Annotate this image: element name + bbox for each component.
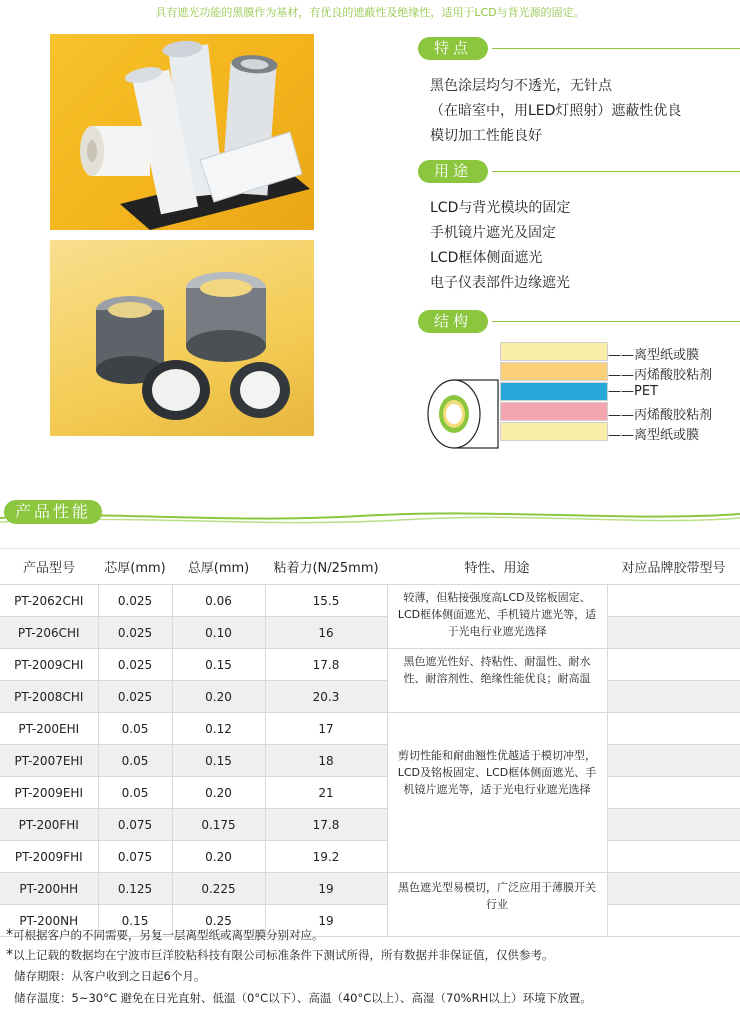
table-row [0,681,740,713]
cell-model: PT-2009FHI [0,841,98,873]
table-row [0,649,740,681]
cell-adhesion: 19 [265,905,387,937]
header-adhesion: 粘着力(N/25mm) [265,549,387,585]
cell-adhesion: 20.3 [265,681,387,713]
table-row [0,809,740,841]
cell-model: PT-2008CHI [0,681,98,713]
cell-core-thickness: 0.05 [98,713,172,745]
cell-brand-equivalent [607,649,740,681]
cell-adhesion: 19 [265,873,387,905]
star-icon: * [6,927,13,943]
cell-features: 较薄，但粘接强度高LCD及铭板固定、LCD框体侧面遮光、手机镜片遮光等，适于光电行业遮光选择 [387,585,607,649]
table-row [0,585,740,617]
product-photo-rolls [50,34,314,230]
cell-model: PT-2009CHI [0,649,98,681]
metallic-rolls-illustration [50,240,314,436]
cell-model: PT-200FHI [0,809,98,841]
structure-layer-label: ——丙烯酸胶粘剂 [608,368,713,383]
note-text: 可根据客户的不同需要，另复一层离型纸或离型膜分别对应。 [13,928,324,942]
note-text: 以上记载的数据均在宁波市巨洋胶粘科技有限公司标准条件下测试所得，所有数据并非保证值，仅供参考。 [13,948,554,962]
cell-adhesion: 21 [265,777,387,809]
cell-model: PT-200EHI [0,713,98,745]
cell-core-thickness: 0.125 [98,873,172,905]
cell-model: PT-206CHI [0,617,98,649]
cell-adhesion: 16 [265,617,387,649]
roll-cross-section-icon [420,378,500,450]
header-core-thickness: 芯厚(mm) [98,549,172,585]
table-row [0,617,740,649]
use-item: LCD框体侧面遮光 [430,250,543,266]
cell-model: PT-200NH [0,905,98,937]
feature-item: 模切加工性能良好 [430,128,542,144]
performance-table [0,548,740,937]
cell-core-thickness: 0.075 [98,841,172,873]
use-item: 电子仪表部件边缘遮光 [430,275,570,291]
cell-total-thickness: 0.20 [172,777,265,809]
cell-core-thickness: 0.025 [98,585,172,617]
star-icon: * [6,947,13,963]
cell-core-thickness: 0.025 [98,617,172,649]
cell-total-thickness: 0.12 [172,713,265,745]
table-row [0,841,740,873]
note-4: 储存温度：5~30°C 避免在日光直射、低温（0°C以下）、高温（40°C以上）、高湿（70%RH以上）环境下放置。 [14,991,592,1005]
use-item: 手机镜片遮光及固定 [430,225,556,241]
section-wave-bar [0,508,740,534]
structure-layer-band [500,382,608,401]
cell-total-thickness: 0.225 [172,873,265,905]
structure-layer-band [500,342,608,361]
tape-rolls-illustration [50,34,314,230]
header-features: 特性、用途 [387,549,607,585]
cell-total-thickness: 0.20 [172,681,265,713]
structure-layer-label: ——丙烯酸胶粘剂 [608,408,713,423]
structure-layer-band [500,402,608,421]
performance-title: 产品性能 [4,500,102,524]
cell-total-thickness: 0.25 [172,905,265,937]
feature-item: （在暗室中，用LED灯照射）遮蔽性优良 [430,103,682,119]
cell-features: 剪切性能和耐曲翘性优越适于模切冲型，LCD及铭板固定、LCD框体侧面遮光、手机镜片遮光等，适于光电行业遮光选择 [387,713,607,873]
features-divider [492,48,740,49]
structure-layer-label: ——离型纸或膜 [608,348,700,363]
cell-total-thickness: 0.175 [172,809,265,841]
cell-total-thickness: 0.15 [172,745,265,777]
cell-brand-equivalent [607,809,740,841]
cell-core-thickness: 0.05 [98,745,172,777]
use-item: LCD与背光模块的固定 [430,200,571,216]
cell-brand-equivalent [607,713,740,745]
structure-layer-band [500,362,608,381]
cell-brand-equivalent [607,873,740,905]
cell-adhesion: 19.2 [265,841,387,873]
structure-divider [492,321,740,322]
cell-brand-equivalent [607,777,740,809]
structure-layer-label: ——PET [608,384,658,399]
structure-title: 结构 [418,310,488,333]
cell-core-thickness: 0.025 [98,681,172,713]
header-model: 产品型号 [0,549,98,585]
cell-model: PT-2062CHI [0,585,98,617]
cell-core-thickness: 0.15 [98,905,172,937]
cell-brand-equivalent [607,905,740,937]
intro-text: 具有遮光功能的黑膜作为基材，有优良的遮蔽性及绝缘性，适用于LCD与背光源的固定。 [155,6,585,19]
note-1 [6,927,324,943]
cell-adhesion: 15.5 [265,585,387,617]
product-photo-metallic-rolls [50,240,314,436]
cell-adhesion: 18 [265,745,387,777]
uses-divider [492,171,740,172]
table-row [0,777,740,809]
cell-brand-equivalent [607,585,740,617]
table-row [0,873,740,905]
cell-features: 黑色遮光型易模切，广泛应用于薄膜开关行业 [387,873,607,937]
feature-item: 黑色涂层均匀不透光，无针点 [430,78,612,94]
cell-brand-equivalent [607,681,740,713]
cell-model: PT-2009EHI [0,777,98,809]
cell-model: PT-200HH [0,873,98,905]
cell-total-thickness: 0.15 [172,649,265,681]
table-header-row [0,549,740,585]
cell-core-thickness: 0.025 [98,649,172,681]
cell-core-thickness: 0.05 [98,777,172,809]
table-row [0,745,740,777]
cell-brand-equivalent [607,745,740,777]
structure-layer-band [500,422,608,441]
cell-core-thickness: 0.075 [98,809,172,841]
header-brand-equivalent: 对应品牌胶带型号 [607,549,740,585]
note-3: 储存期限：从客户收到之日起6个月。 [14,969,206,983]
cell-total-thickness: 0.10 [172,617,265,649]
uses-title: 用途 [418,160,488,183]
cell-total-thickness: 0.20 [172,841,265,873]
cell-adhesion: 17.8 [265,649,387,681]
cell-features: 黑色遮光性好、持粘性、耐温性、耐水性、耐溶剂性、绝缘性能优良；耐高温 [387,649,607,713]
cell-brand-equivalent [607,841,740,873]
header-total-thickness: 总厚(mm) [172,549,265,585]
cell-adhesion: 17 [265,713,387,745]
cell-total-thickness: 0.06 [172,585,265,617]
cell-model: PT-2007EHI [0,745,98,777]
note-2 [6,947,554,963]
table-row [0,713,740,745]
structure-layer-label: ——离型纸或膜 [608,428,700,443]
features-title: 特点 [418,37,488,60]
cell-adhesion: 17.8 [265,809,387,841]
cell-brand-equivalent [607,617,740,649]
